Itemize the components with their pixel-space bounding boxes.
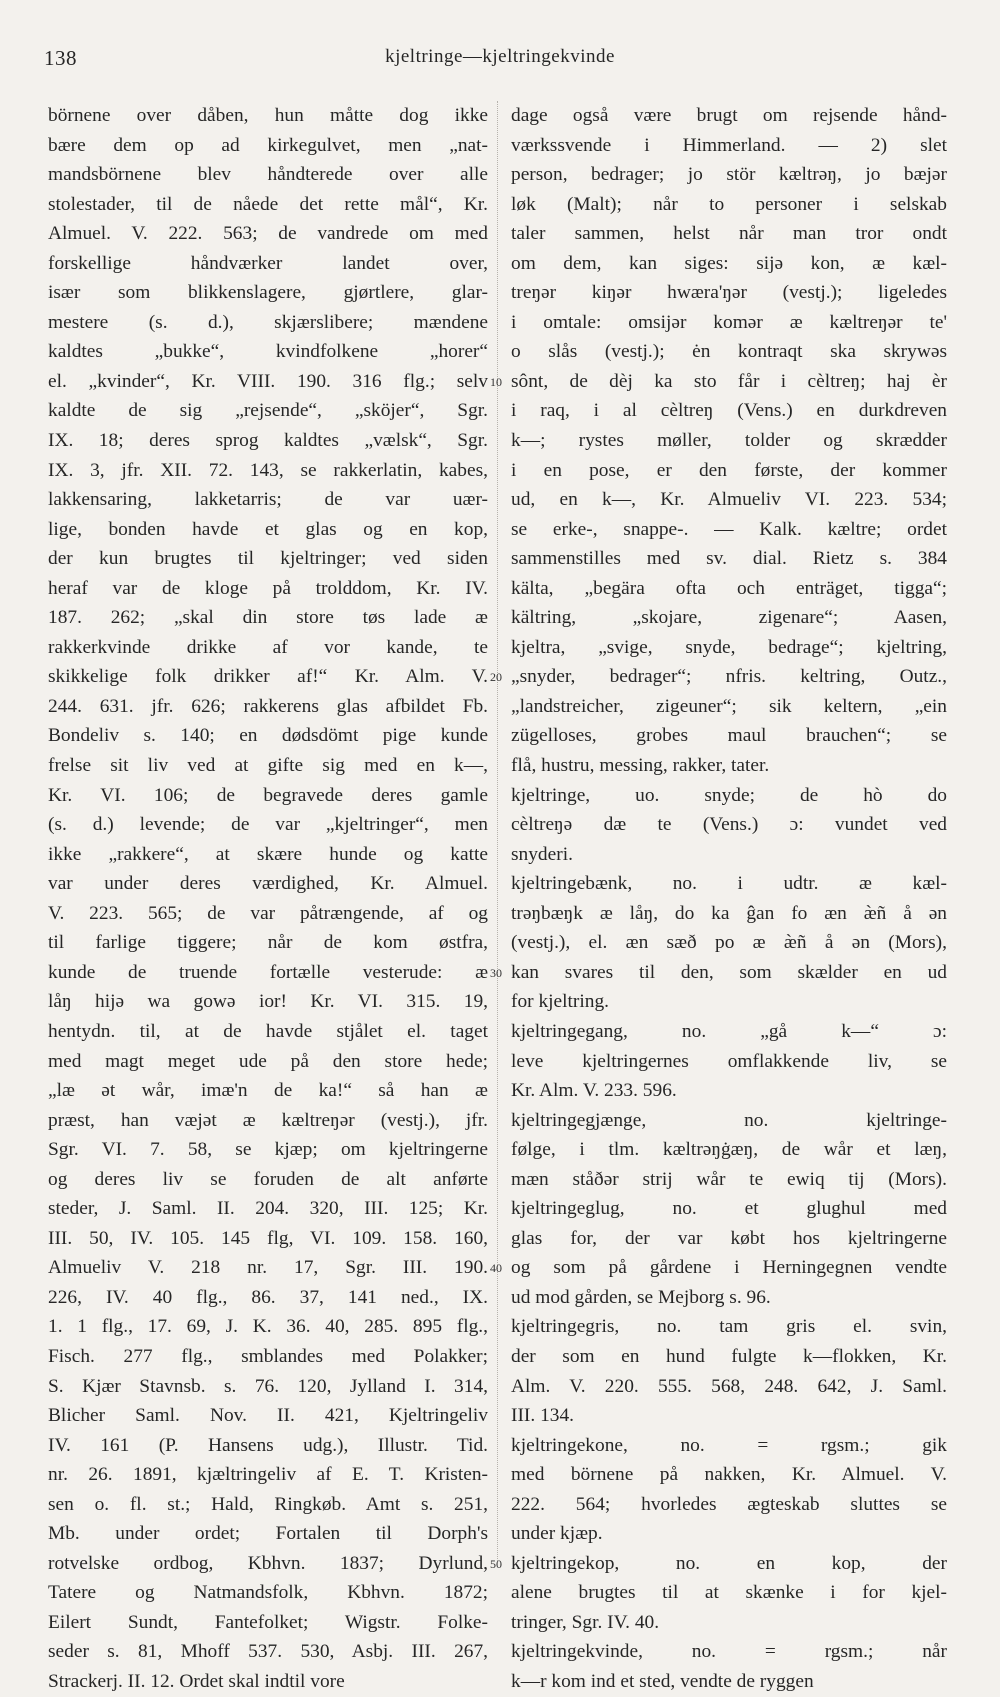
text-line: „snyder, bedrager“; nfris. keltring, Outz., [511,666,947,688]
column-divider [497,101,499,1561]
text-line: om dem, kan siges: sijə kon, æ kæl- [511,252,947,274]
text-line: (vestj.), el. æn sæð po æ æ̀ñ å ən (Mors), [511,932,947,954]
text-line: kaldtes „bukke“, kvindfolkene „horer“ [48,341,488,363]
text-line: Kr. Alm. V. 233. 596. [511,1080,677,1102]
text-line: V. 223. 565; de var påtrængende, af og [48,902,488,924]
text-line: der som en hund fulgte k—flokken, Kr. [511,1345,947,1367]
text-line: k—; rystes møller, tolder og skrædder [511,430,947,452]
text-line: snyderi. [511,843,573,865]
text-line: Alm. V. 220. 555. 568, 248. 642, J. Saml. [511,1375,947,1397]
text-line: IX. 18; deres sprog kaldtes „vælsk“, Sgr. [48,430,488,452]
text-line: kjeltringekvinde, no. = rgsm.; når [511,1641,947,1663]
text-line: sammenstilles med sv. dial. Rietz s. 384 [511,548,947,570]
text-line: bære dem op ad kirkegulvet, men „nat- [48,134,488,156]
text-line: sônt, de dèj ka sto får i cèltreŋ; haj èr [511,370,947,392]
line-number: 40 [490,1261,502,1276]
text-line: cèltreŋə dæ te (Vens.) ɔ: vundet ved [511,814,947,836]
text-line: treŋər kiŋər hwæra'ŋər (vestj.); ligeledes [511,282,947,304]
text-line: taler sammen, helst når man tror ondt [511,223,947,245]
text-line: sen o. fl. st.; Hald, Ringkøb. Amt s. 251, [48,1493,488,1515]
text-line: var under deres værdighed, Kr. Almuel. [48,873,488,895]
text-line: ud, en k—, Kr. Almueliv VI. 223. 534; [511,489,947,511]
text-line: ikke „rakkere“, at skære hunde og katte [48,843,488,865]
text-line: Kr. VI. 106; de begravede deres gamle [48,784,488,806]
text-line: Almueliv V. 218 nr. 17, Sgr. III. 190. [48,1257,488,1279]
text-line: Strackerj. II. 12. Ordet skal indtil vore [48,1670,345,1692]
text-line: 187. 262; „skal din store tøs lade æ [48,607,488,629]
text-line: trəŋbæŋk æ låŋ, do ka ĝan fo æn æ̀ñ å ən [511,902,947,924]
text-line: seder s. 81, Mhoff 537. 530, Asbj. III. 267, [48,1641,488,1663]
text-line: Bondeliv s. 140; en dødsdömt pige kunde [48,725,488,747]
text-line: kjeltra, „svige, snyde, bedrage“; kjeltring, [511,636,947,658]
text-line: (s. d.) levende; de var „kjeltringer“, men [48,814,488,836]
line-number: 10 [490,374,502,389]
text-line: for kjeltring. [511,991,610,1013]
text-line: hentydn. til, at de havde stjålet el. taget [48,1020,488,1042]
text-line: S. Kjær Stavnsb. s. 76. 120, Jylland I. 314, [48,1375,488,1397]
text-line: frelse sit liv ved at gifte sig med en k—, [48,755,488,777]
text-line: Mb. under ordet; Fortalen til Dorph's [48,1523,488,1545]
text-line: kjeltringe, uo. snyde; de hò do [511,784,947,806]
text-line: kjeltringegris, no. tam gris el. svin, [511,1316,947,1338]
text-line: 1. 1 flg., 17. 69, J. K. 36. 40, 285. 895 flg., [48,1316,488,1338]
text-line: og deres liv se foruden de alt anførte [48,1168,488,1190]
text-line: lakkensaring, lakketarris; de var uær- [48,489,488,511]
text-line: kjeltringegjænge, no. kjeltringe- [511,1109,947,1131]
text-line: kjeltringebænk, no. i udtr. æ kæl- [511,873,947,895]
text-line: 226, IV. 40 flg., 86. 37, 141 ned., IX. [48,1286,488,1308]
text-line: med börnene på nakken, Kr. Almuel. V. [511,1464,947,1486]
text-line: rakkerkvinde drikke af vor kande, te [48,636,488,658]
text-line: glas for, der var købt hos kjeltringerne [511,1227,947,1249]
text-line: kälta, „begära ofta och enträget, tigga“; [511,577,947,599]
text-line: Tatere og Natmandsfolk, Kbhvn. 1872; [48,1582,488,1604]
text-line: leve kjeltringernes omflakkende liv, se [511,1050,947,1072]
page-number: 138 [44,46,77,70]
text-line: III. 134. [511,1405,575,1427]
text-line: person, bedrager; jo stör kæltrəŋ, jo bæjər [511,164,947,186]
text-line: løk (Malt); når to personer i selskab [511,193,947,215]
text-line: lige, bonden havde et glas og en kop, [48,518,488,540]
text-line: ud mod gården, se Mejborg s. 96. [511,1286,771,1308]
text-line: kjeltringekone, no. = rgsm.; gik [511,1434,947,1456]
text-line: kaldte de sig „rejsende“, „sköjer“, Sgr. [48,400,488,422]
text-line: „læ ət wår, imæ'n de ka!“ så han æ [48,1080,488,1102]
text-line: IV. 161 (P. Hansens udg.), Illustr. Tid. [48,1434,488,1456]
text-line: el. „kvinder“, Kr. VIII. 190. 316 flg.; selv [48,370,488,392]
text-line: skikkelige folk drikker af!“ Kr. Alm. V. [48,666,488,688]
text-line: IX. 3, jfr. XII. 72. 143, se rakkerlatin, kabes, [48,459,488,481]
text-line: især som blikkenslagere, gjørtlere, glar- [48,282,488,304]
text-line: værkssvende i Himmerland. — 2) slet [511,134,947,156]
text-line: i raq, i al cèltreŋ (Vens.) en durkdreven [511,400,947,422]
text-line: mandsbörnene blev håndterede over alle [48,164,488,186]
text-line: kältring, „skojare, zigenare“; Aasen, [511,607,947,629]
text-line: kunde de truende fortælle vesterude: æ [48,961,488,983]
text-line: kjeltringegang, no. „gå k—“ ɔ: [511,1020,947,1042]
text-line: Eilert Sundt, Fantefolket; Wigstr. Folke- [48,1611,488,1633]
line-number: 20 [490,670,502,685]
text-line: steder, J. Saml. II. 204. 320, III. 125; Kr. [48,1198,488,1220]
text-line: forskellige håndværker landet over, [48,252,488,274]
text-line: flå, hustru, messing, rakker, tater. [511,755,770,777]
text-line: börnene over dåben, hun måtte dog ikke [48,105,488,126]
text-line: følge, i tlm. kæltrəŋġæŋ, de wår et læŋ, [511,1139,947,1161]
text-line: „landstreicher, zigeuner“; sik keltern, „ein [511,695,947,717]
text-line: dage også være brugt om rejsende hånd- [511,105,947,126]
text-line: rotvelske ordbog, Kbhvn. 1837; Dyrlund, [48,1552,488,1574]
text-line: Fisch. 277 flg., smblandes med Polakker; [48,1345,488,1367]
text-line: mæn ståðər strij wår te ewiq tij (Mors). [511,1168,947,1190]
text-line: mestere (s. d.), skjærslibere; mændene [48,311,488,333]
text-line: III. 50, IV. 105. 145 flg, VI. 109. 158. 160, [48,1227,488,1249]
text-line: med magt meget ude på den store hede; [48,1050,488,1072]
text-line: 244. 631. jfr. 626; rakkerens glas afbildet Fb. [48,695,488,717]
text-line: 222. 564; hvorledes ægteskab sluttes se [511,1493,947,1515]
line-number: 50 [490,1556,502,1571]
text-line: alene brugtes til at skænke i for kjel- [511,1582,947,1604]
text-line: zügelloses, grobes maul brauchen“; se [511,725,947,747]
text-line: Almuel. V. 222. 563; de vandrede om med [48,223,488,245]
text-line: Sgr. VI. 7. 58, se kjæp; om kjeltringerne [48,1139,488,1161]
text-line: kjeltringekop, no. en kop, der [511,1552,947,1574]
text-line: se erke-, snappe-. — Kalk. kæltre; ordet [511,518,947,540]
text-line: i omtale: omsijər komər æ kæltreŋər te' [511,311,947,333]
text-line: kan svares til den, som skælder en ud [511,961,947,983]
text-line: o slås (vestj.); ėn kontraqt ska skrywəs [511,341,947,363]
text-line: til farlige tiggere; når de kom østfra, [48,932,488,954]
text-line: i en pose, er den første, der kommer [511,459,947,481]
text-line: stolestader, til de nåede det rette mål“, Kr. [48,193,488,215]
text-line: tringer, Sgr. IV. 40. [511,1611,660,1633]
text-line: kjeltringeglug, no. et glughul med [511,1198,947,1220]
line-number: 30 [490,965,502,980]
text-line: der kun brugtes til kjeltringer; ved siden [48,548,488,570]
right-column [511,101,947,1697]
text-line: og som på gårdene i Herningegnen vendte [511,1257,947,1279]
running-head: kjeltringe—kjeltringekvinde [385,46,615,67]
text-line: præst, han væjət æ kæltreŋər (vestj.), jfr. [48,1109,488,1131]
text-line: nr. 26. 1891, kjæltringeliv af E. T. Kristen- [48,1464,488,1486]
left-column [48,101,488,1697]
text-line: k—r kom ind et sted, vendte de ryggen [511,1670,814,1692]
text-line: låŋ hijə wa gowə ior! Kr. VI. 315. 19, [48,991,488,1013]
text-line: under kjæp. [511,1523,603,1545]
text-line: heraf var de kloge på trolddom, Kr. IV. [48,577,488,599]
text-line: Blicher Saml. Nov. II. 421, Kjeltringeliv [48,1405,488,1427]
